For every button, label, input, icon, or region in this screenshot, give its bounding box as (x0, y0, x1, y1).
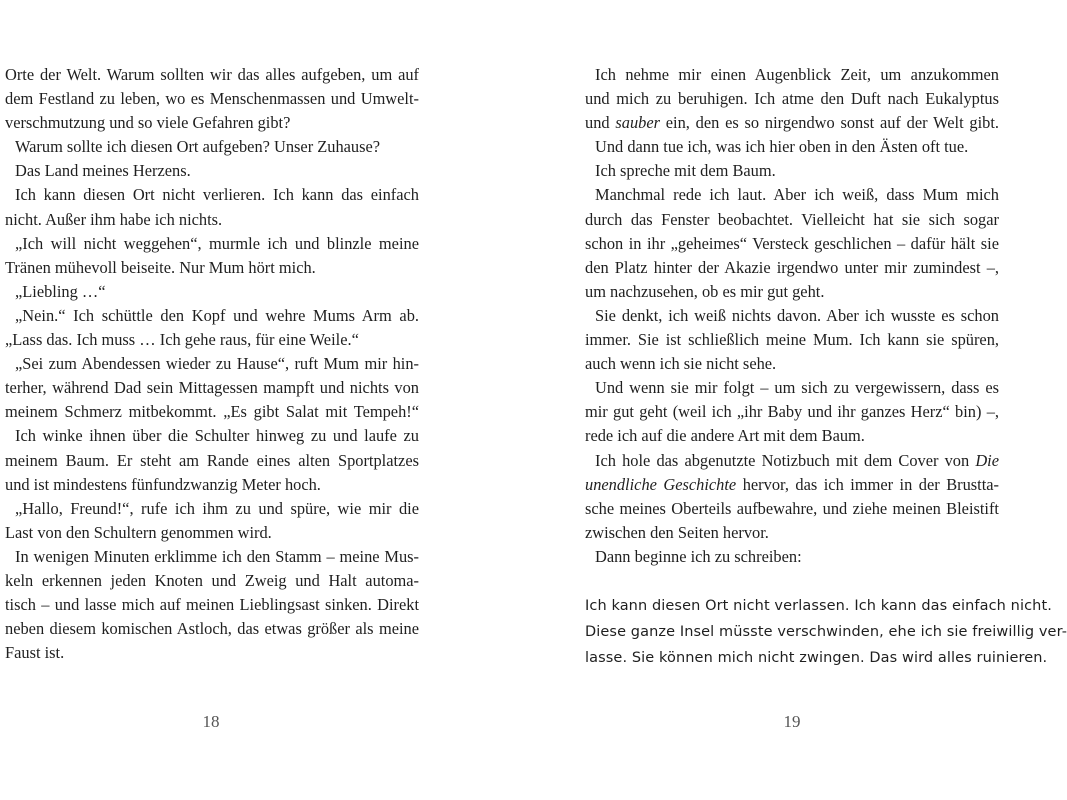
text-line (5, 449, 419, 473)
italic-text: sauber (615, 113, 660, 133)
text-run: dem Festland zu leben, wo es Menschenmassen und Umwelt- (5, 89, 419, 109)
text-run: „Hallo, Freund!“, rufe ich ihm zu und spüre, wie mir die (15, 498, 419, 518)
text-line (585, 473, 999, 497)
text-line (585, 256, 999, 280)
text-line (5, 87, 419, 111)
text-run: und ist mindestens fünfundzwanzig Meter hoch. (5, 474, 321, 494)
italic-text: unendliche Geschichte (585, 474, 737, 494)
text-line (5, 569, 419, 593)
text-line (5, 63, 419, 87)
text-line (5, 159, 419, 183)
text-line (585, 304, 999, 328)
text-run: Das Land meines Herzens. (15, 161, 191, 181)
text-line (585, 497, 999, 521)
text-run: zwischen den Seiten hervor. (585, 522, 769, 542)
page-number-right: 19 (783, 712, 801, 731)
text-line (5, 545, 419, 569)
text-line (5, 641, 419, 665)
text-line (585, 135, 999, 159)
text-run: tisch – und lasse mich auf meinen Lieblingsast sinken. Direkt (5, 595, 419, 615)
text-run: und mich zu beruhigen. Ich atme den Duft nach Eukalyptus (585, 89, 999, 109)
text-line (585, 232, 999, 256)
text-run: Orte der Welt. Warum sollten wir das alles aufgeben, um auf (5, 65, 419, 84)
text-line (5, 400, 419, 424)
text-line (5, 376, 419, 400)
text-run: „Lass das. Ich muss … Ich gehe raus, für eine Weile.“ (5, 330, 359, 350)
text-run: Ich nehme mir einen Augenblick Zeit, um anzukommen (595, 65, 999, 84)
text-line (5, 328, 419, 352)
italic-text: Die (975, 450, 999, 470)
text-line (5, 208, 419, 232)
text-line (5, 424, 419, 448)
text-run: auch wenn ich sie nicht sehe. (585, 354, 777, 374)
right-page-prose (585, 63, 999, 569)
text-line (5, 497, 419, 521)
text-run: rede ich auf die andere Art mit dem Baum. (585, 426, 865, 446)
text-line (585, 87, 999, 111)
handwritten-line: lasse. Sie können mich nicht zwingen. Das wird alles ruinieren. (585, 649, 1048, 666)
text-line (5, 135, 419, 159)
right-page (500, 0, 1067, 800)
text-run: „Sei zum Abendessen wieder zu Hause“, ruft Mum mir hin- (15, 354, 419, 374)
text-line (585, 280, 999, 304)
text-line (585, 111, 999, 135)
text-line (5, 256, 419, 280)
text-line (585, 376, 999, 400)
text-run: Warum sollte ich diesen Ort aufgeben? Unser Zuhause? (15, 137, 381, 157)
text-run: terher, während Dad sein Mittagessen mampft und nichts von (5, 378, 419, 398)
text-line (585, 352, 999, 376)
text-run: In wenigen Minuten erklimme ich den Stamm – meine Mus- (15, 546, 419, 566)
text-run: hervor, das ich immer in der Brustta- (736, 474, 999, 494)
text-line (5, 521, 419, 545)
text-run: sche meines Oberteils aufbewahre, und ziehe meinen Bleistift (585, 498, 999, 518)
text-run: „Nein.“ Ich schüttle den Kopf und wehre Mums Arm ab. (15, 305, 419, 325)
text-run: Ich spreche mit dem Baum. (595, 161, 776, 181)
text-run: Ich kann diesen Ort nicht verlieren. Ich kann das einfach (15, 185, 419, 205)
text-line (5, 593, 419, 617)
text-line (585, 328, 999, 352)
text-run: Manchmal rede ich laut. Aber ich weiß, dass Mum mich (595, 185, 999, 205)
text-run: Tränen mühevoll beiseite. Nur Mum hört mich. (5, 257, 316, 277)
text-run: durch das Fenster beobachtet. Vielleicht hat sie sich sogar (585, 209, 999, 229)
text-run: Ich hole das abgenutzte Notizbuch mit dem Cover von (595, 450, 976, 470)
text-run: nicht. Außer ihm habe ich nichts. (5, 209, 223, 229)
text-run: Sie denkt, ich weiß nichts davon. Aber ich wusste es schon (595, 305, 999, 325)
text-run: den Platz hinter der Akazie irgendwo unter mir zumindest –, (585, 257, 999, 277)
handwritten-line: Diese ganze Insel müsste verschwinden, ehe ich sie freiwillig ver- (585, 623, 1067, 640)
right-page-text (585, 63, 1067, 671)
section-gap (585, 569, 999, 593)
text-run: „Liebling …“ (15, 281, 106, 301)
text-line (5, 352, 419, 376)
text-run: Last von den Schultern genommen wird. (5, 522, 272, 542)
text-line (585, 183, 999, 207)
text-line (5, 473, 419, 497)
text-line (5, 232, 419, 256)
text-run: neben diesem komischen Astloch, das etwas größer als meine (5, 619, 419, 639)
page-number-left: 18 (202, 712, 220, 731)
text-line (585, 63, 999, 87)
text-line (585, 521, 999, 545)
text-line (5, 304, 419, 328)
text-run: und (585, 113, 616, 133)
text-run: meinem Schmerz mitbekommt. „Es gibt Salat mit Tempeh!“ (5, 402, 419, 422)
text-line (5, 111, 419, 135)
text-line (5, 617, 419, 641)
text-line (5, 183, 419, 207)
left-page-text (5, 63, 419, 665)
text-run: Faust ist. (5, 643, 65, 663)
text-run: Ich winke ihnen über die Schulter hinweg zu und laufe zu (15, 426, 419, 446)
handwritten-line: Ich kann diesen Ort nicht verlassen. Ich kann das einfach nicht. (585, 597, 1052, 614)
text-run: ein, den es so nirgendwo sonst auf der Welt gibt. (660, 113, 999, 133)
text-run: mir gut geht (weil ich „ihr Baby und ihr ganzes Herz“ bin) –, (585, 402, 999, 422)
text-line (585, 400, 999, 424)
text-line (585, 545, 999, 569)
text-run: „Ich will nicht weggehen“, murmle ich und blinzle meine (15, 233, 419, 253)
text-run: Und wenn sie mir folgt – um sich zu vergewissern, dass es (595, 378, 999, 398)
text-line (585, 208, 999, 232)
text-run: verschmutzung und so viele Gefahren gibt? (5, 113, 291, 133)
left-page (0, 0, 500, 800)
text-run: meinem Baum. Er steht am Rande eines alten Sportplatzes (5, 450, 419, 470)
text-run: Und dann tue ich, was ich hier oben in den Ästen oft tue. (595, 137, 969, 157)
text-line (585, 424, 999, 448)
text-line (5, 280, 419, 304)
text-line (585, 449, 999, 473)
text-run: um nachzusehen, ob es mir gut geht. (585, 281, 825, 301)
text-line (585, 159, 999, 183)
text-run: immer. Sie ist schließlich meine Mum. Ich kann sie spüren, (585, 330, 999, 350)
handwritten-note (585, 593, 1067, 671)
text-run: schon in ihr „geheimes“ Versteck geschlichen – dafür hält sie (585, 233, 999, 253)
text-run: Dann beginne ich zu schreiben: (595, 546, 802, 566)
text-run: keln erkennen jeden Knoten und Zweig und Halt automa- (5, 570, 419, 590)
